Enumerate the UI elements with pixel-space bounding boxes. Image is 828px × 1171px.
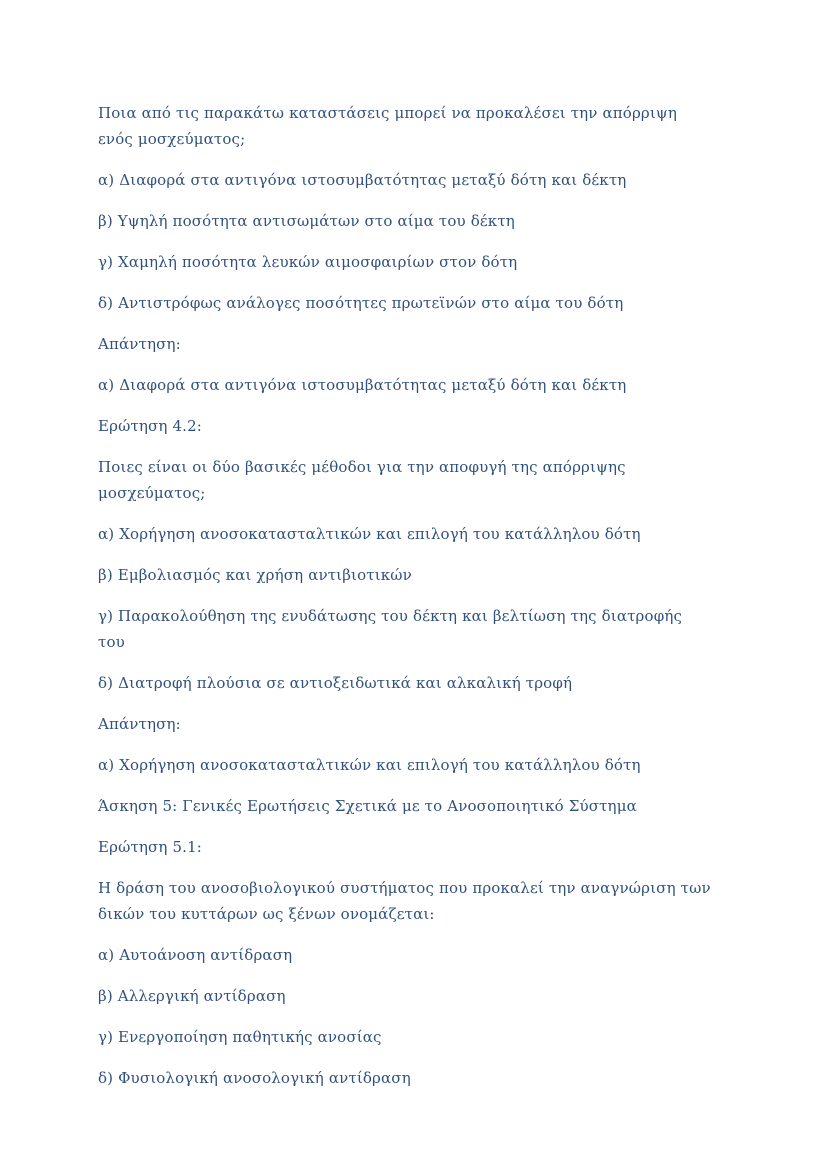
option-4-2-a: α) Χορήγηση ανοσοκατασταλτικών και επιλογή του κατάλληλου δότη <box>98 525 641 543</box>
document-body <box>98 100 712 1091</box>
question-stem-4-1: Ποια από τις παρακάτω καταστάσεις μπορεί να προκαλέσει την απόρριψη ενός μοσχεύματος; <box>98 104 677 148</box>
question-heading-4-2: Ερώτηση 4.2: <box>98 417 202 435</box>
option-4-2-b: β) Εμβολιασμός και χρήση αντιβιοτικών <box>98 566 412 584</box>
section-heading-exercise-5: Άσκηση 5: Γενικές Ερωτήσεις Σχετικά με το Ανοσοποιητικό Σύστημα <box>98 797 637 815</box>
option-4-2-d: δ) Διατροφή πλούσια σε αντιοξειδωτικά και αλκαλική τροφή <box>98 674 573 692</box>
answer-value-4-2: α) Χορήγηση ανοσοκατασταλτικών και επιλογή του κατάλληλου δότη <box>98 756 641 774</box>
answer-label-4-1: Απάντηση: <box>98 335 181 353</box>
option-4-1-d: δ) Αντιστρόφως ανάλογες ποσότητες πρωτεϊνών στο αίμα του δότη <box>98 294 624 312</box>
option-4-2-c: γ) Παρακολούθηση της ενυδάτωσης του δέκτη και βελτίωση της διατροφής του <box>98 607 683 651</box>
answer-value-4-1: α) Διαφορά στα αντιγόνα ιστοσυμβατότητας μεταξύ δότη και δέκτη <box>98 376 627 394</box>
option-4-1-b: β) Υψηλή ποσότητα αντισωμάτων στο αίμα του δέκτη <box>98 212 515 230</box>
question-heading-5-1: Ερώτηση 5.1: <box>98 838 202 856</box>
option-5-1-a: α) Αυτοάνοση αντίδραση <box>98 946 293 964</box>
question-stem-5-1: Η δράση του ανοσοβιολογικού συστήματος που προκαλεί την αναγνώριση των δικών του κυττάρων ως ξένων ονομάζεται: <box>98 879 711 923</box>
option-5-1-d: δ) Φυσιολογική ανοσολογική αντίδραση <box>98 1069 411 1087</box>
option-4-1-c: γ) Χαμηλή ποσότητα λευκών αιμοσφαιρίων στον δότη <box>98 253 518 271</box>
option-5-1-c: γ) Ενεργοποίηση παθητικής ανοσίας <box>98 1028 382 1046</box>
question-stem-4-2: Ποιες είναι οι δύο βασικές μέθοδοι για την αποφυγή της απόρριψης μοσχεύματος; <box>98 458 626 502</box>
option-4-1-a: α) Διαφορά στα αντιγόνα ιστοσυμβατότητας μεταξύ δότη και δέκτη <box>98 171 627 189</box>
option-5-1-b: β) Αλλεργική αντίδραση <box>98 987 286 1005</box>
answer-label-4-2: Απάντηση: <box>98 715 181 733</box>
